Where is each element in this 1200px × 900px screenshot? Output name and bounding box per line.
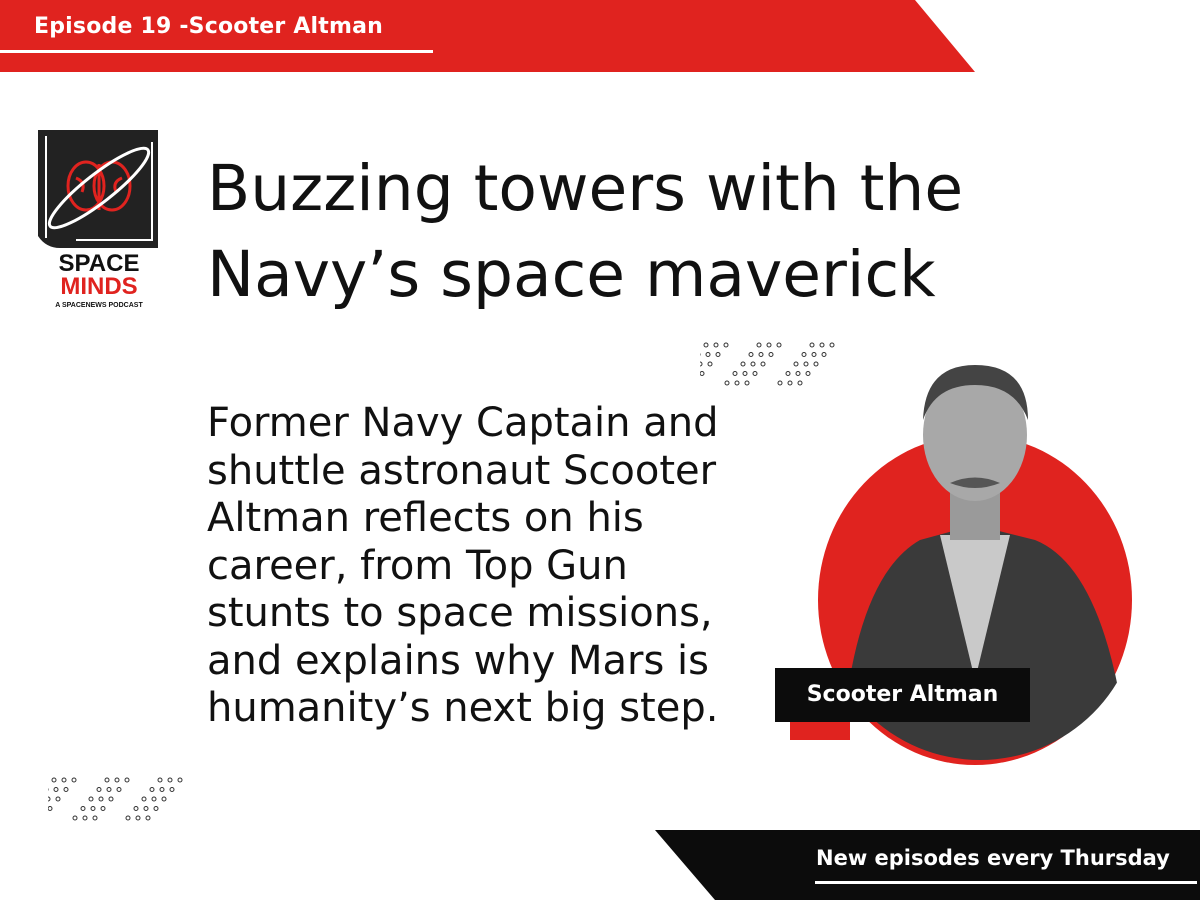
description-line: and explains why Mars is <box>207 637 710 684</box>
dot <box>125 778 129 782</box>
dot <box>99 797 103 801</box>
dot <box>743 372 747 376</box>
dot <box>160 788 164 792</box>
dot <box>724 343 728 347</box>
dot <box>757 343 761 347</box>
top-banner <box>0 0 1200 80</box>
dot <box>830 343 834 347</box>
dot <box>72 778 76 782</box>
dot <box>178 778 182 782</box>
dot <box>52 778 56 782</box>
dot <box>48 807 52 811</box>
dot <box>716 353 720 357</box>
dot <box>154 807 158 811</box>
dot <box>761 362 765 366</box>
dot <box>81 807 85 811</box>
dot <box>162 797 166 801</box>
dot <box>751 362 755 366</box>
dot <box>152 797 156 801</box>
dot <box>810 343 814 347</box>
dot <box>107 788 111 792</box>
dot <box>704 343 708 347</box>
logo-minds-text: MINDS <box>60 273 138 300</box>
dot <box>109 797 113 801</box>
dot <box>820 343 824 347</box>
schedule-text: New episodes every Thursday <box>816 846 1170 870</box>
dot <box>700 372 704 376</box>
logo-space-text: SPACE <box>58 250 140 277</box>
dot <box>788 381 792 385</box>
dot <box>48 797 50 801</box>
dot <box>777 343 781 347</box>
episode-description <box>207 400 807 733</box>
description-line: stunts to space missions, <box>207 590 713 636</box>
dot <box>115 778 119 782</box>
dot <box>170 788 174 792</box>
dot-pattern-decoration <box>48 775 218 825</box>
dot <box>117 788 121 792</box>
dot <box>144 807 148 811</box>
dot <box>749 353 753 357</box>
description-line: career, from Top Gun <box>207 542 628 589</box>
dot <box>778 381 782 385</box>
space-minds-logo <box>36 128 162 310</box>
dot <box>700 362 702 366</box>
dot <box>733 372 737 376</box>
dot <box>101 807 105 811</box>
name-accent-bar <box>790 722 850 740</box>
dot <box>158 778 162 782</box>
logo-tagline: A SPACENEWS PODCAST <box>55 302 143 309</box>
title-line: Buzzing towers with the <box>207 152 964 225</box>
dot <box>708 362 712 366</box>
dot <box>64 788 68 792</box>
dot <box>767 343 771 347</box>
dot <box>97 788 101 792</box>
dot <box>142 797 146 801</box>
episode-title <box>207 146 963 318</box>
dot <box>714 343 718 347</box>
dot <box>741 362 745 366</box>
dot <box>786 372 790 376</box>
dot <box>735 381 739 385</box>
guest-name: Scooter Altman <box>806 682 999 707</box>
dot <box>56 797 60 801</box>
dot <box>91 807 95 811</box>
dot <box>706 353 710 357</box>
dot <box>794 362 798 366</box>
dot <box>759 353 763 357</box>
episode-label: Episode 19 -Scooter Altman <box>34 14 384 39</box>
description-line: humanity’s next big step. <box>207 685 719 731</box>
description-line: shuttle astronaut Scooter <box>207 447 717 494</box>
dot <box>769 353 773 357</box>
dot <box>150 788 154 792</box>
description-line: Former Navy Captain and <box>207 400 719 446</box>
dot <box>134 807 138 811</box>
description-line: Altman reflects on his <box>207 495 644 541</box>
dot <box>105 778 109 782</box>
dot <box>89 797 93 801</box>
guest-name-label <box>775 668 1030 722</box>
dot <box>753 372 757 376</box>
dot <box>168 778 172 782</box>
dot <box>54 788 58 792</box>
title-line: Navy’s space maverick <box>207 238 936 311</box>
dot <box>745 381 749 385</box>
dot <box>725 381 729 385</box>
dot <box>62 778 66 782</box>
